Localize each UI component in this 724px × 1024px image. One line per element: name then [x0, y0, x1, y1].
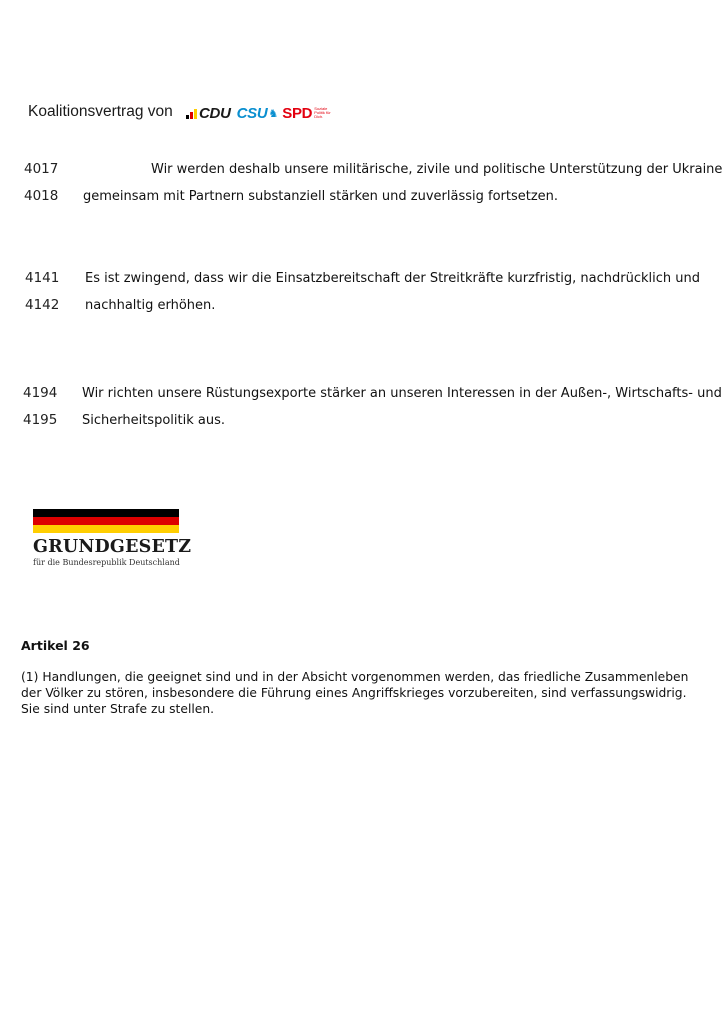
spd-logo: SPD — [282, 104, 313, 122]
line-number: 4195 — [23, 412, 58, 428]
party-logos — [186, 103, 334, 123]
csu-logo: CSU — [236, 104, 268, 122]
line-number: 4194 — [23, 385, 58, 401]
cdu-logo-icon — [186, 107, 197, 119]
article-body: (1) Handlungen, die geeignet sind und in der Absicht vorgenommen werden, das friedliche Zusammenleben der Völker zu stören, insbesondere die Führung eines Angriffskrieges vorzubereiten, sind verfassungswidrig. Sie sind unter Strafe zu stellen. — [21, 670, 689, 716]
excerpt-line: Wir richten unsere Rüstungsexporte stärker an unseren Interessen in der Außen-, Wirtschafts- und — [82, 386, 722, 401]
cdu-logo: CDU — [199, 104, 231, 122]
line-number: 4017 — [24, 161, 59, 177]
flag-stripe-red — [33, 517, 179, 525]
line-number: 4141 — [25, 270, 60, 286]
excerpt-line: nachhaltig erhöhen. — [85, 298, 216, 313]
flag-stripe-black — [33, 509, 179, 517]
article-heading: Artikel 26 — [21, 638, 90, 653]
excerpt-line: Sicherheitspolitik aus. — [82, 413, 225, 428]
spd-tagline: Soziale Politik für Dich. — [314, 106, 331, 119]
line-number: 4018 — [24, 188, 59, 204]
grundgesetz-title: GRUNDGESETZ — [33, 537, 192, 557]
excerpt-line: Wir werden deshalb unsere militärische, zivile und politische Unterstützung der Ukraine — [151, 162, 723, 177]
excerpt-line: gemeinsam mit Partnern substanziell stärken und zuverlässig fortsetzen. — [83, 189, 559, 204]
excerpt-line: Es ist zwingend, dass wir die Einsatzbereitschaft der Streitkräfte kurzfristig, nachdrücklich und — [85, 271, 701, 286]
german-flag-icon — [33, 509, 179, 533]
flag-stripe-gold — [33, 525, 179, 533]
line-number: 4142 — [25, 297, 60, 313]
csu-lion-icon: ♞ — [268, 106, 279, 120]
document-title: Koalitionsvertrag von — [28, 103, 173, 120]
grundgesetz-subtitle: für die Bundesrepublik Deutschland — [33, 558, 180, 567]
